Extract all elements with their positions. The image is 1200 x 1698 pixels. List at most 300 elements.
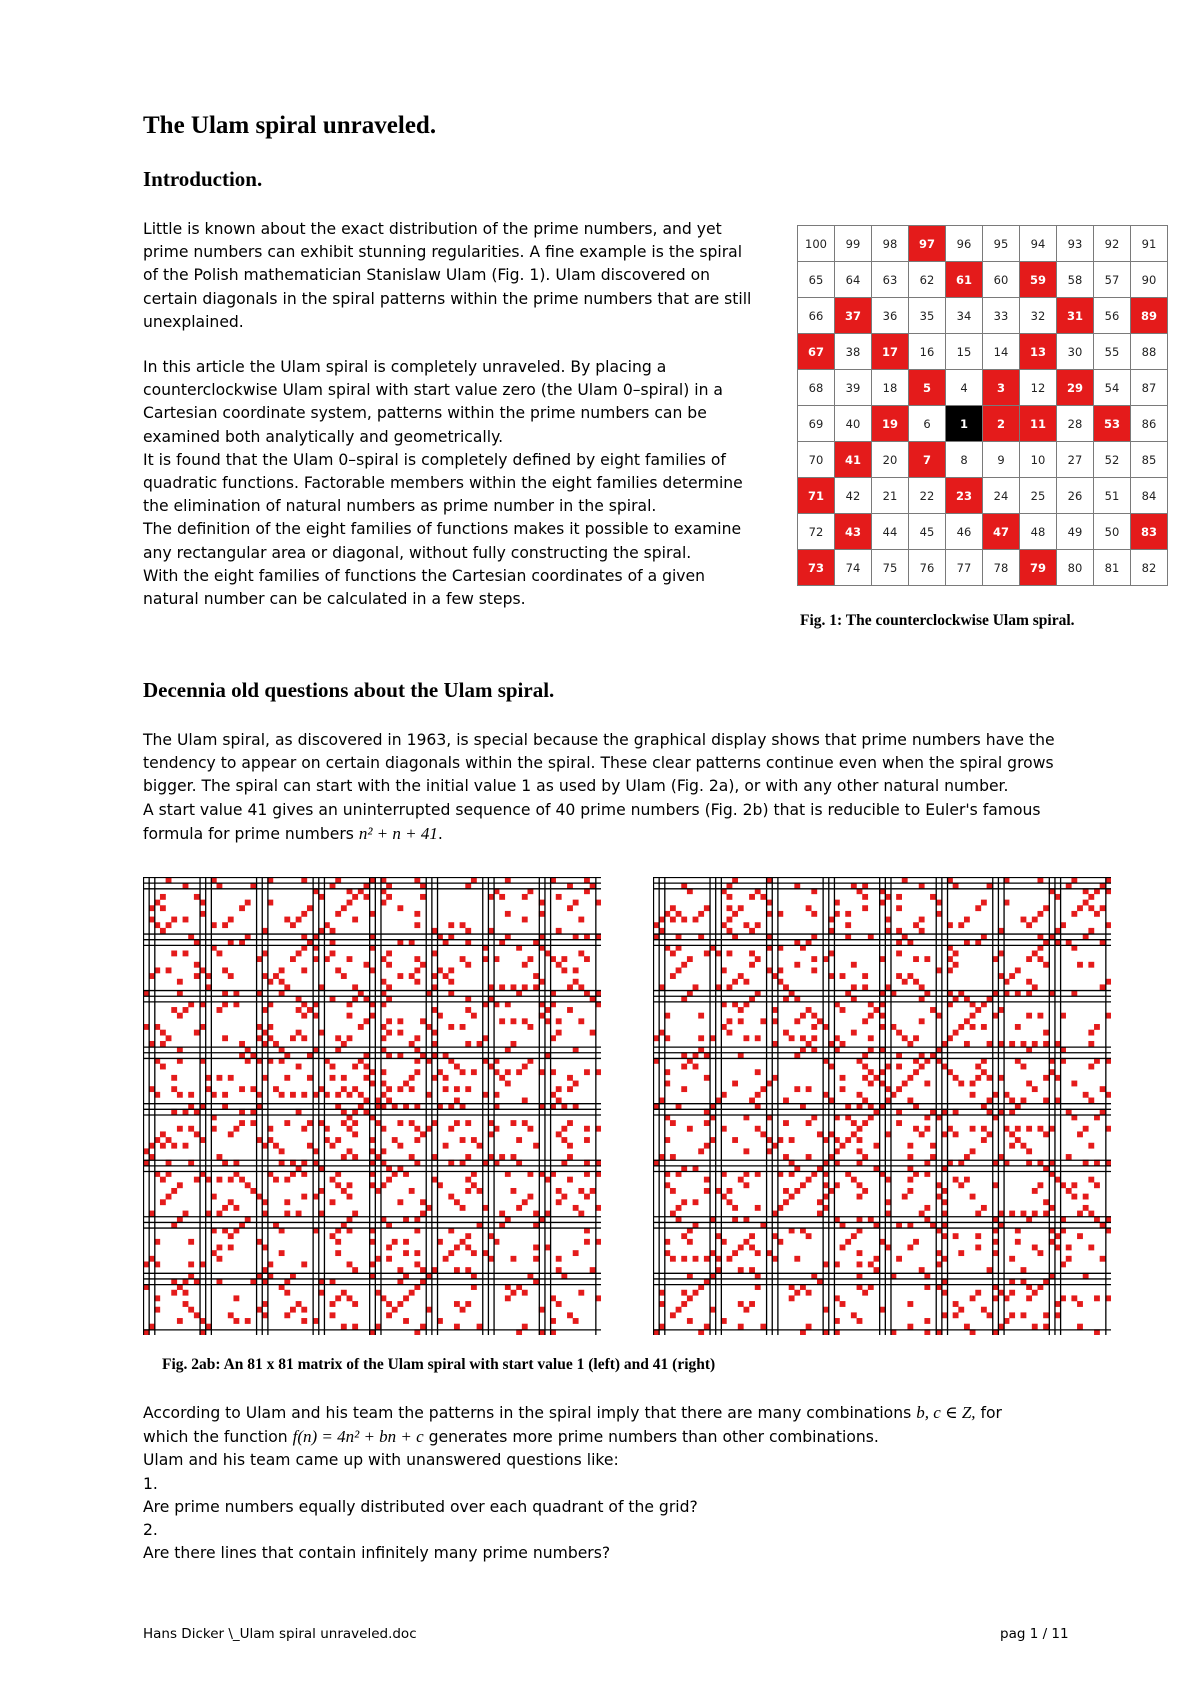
prime-dot xyxy=(970,1295,976,1301)
prime-dot xyxy=(477,1188,483,1194)
prime-dot xyxy=(1015,1024,1021,1030)
prime-dot xyxy=(783,1120,789,1126)
prime-dot xyxy=(330,1075,336,1081)
prime-dot xyxy=(567,1007,573,1013)
prime-dot xyxy=(1077,962,1083,968)
spiral-prime-cell: 3 xyxy=(983,370,1020,406)
prime-dot xyxy=(975,1290,981,1296)
prime-dot xyxy=(1071,911,1077,917)
prime-dot xyxy=(284,1211,290,1217)
prime-dot xyxy=(228,1245,234,1251)
prime-dot xyxy=(907,1177,913,1183)
page-title: The Ulam spiral unraveled. xyxy=(143,112,437,139)
spiral-cell: 60 xyxy=(983,262,1020,298)
prime-dot xyxy=(364,962,370,968)
after-line-1 xyxy=(143,1401,1002,1425)
prime-dot xyxy=(364,894,370,900)
prime-dot xyxy=(975,1245,981,1251)
prime-dot xyxy=(727,1188,733,1194)
spiral-cell: 96 xyxy=(946,226,983,262)
prime-dot xyxy=(987,1312,993,1318)
prime-dot xyxy=(806,1290,812,1296)
prime-dot xyxy=(352,1064,358,1070)
prime-dot xyxy=(397,905,403,911)
intro-p2-line: The definition of the eight families of functions makes it possible to examine xyxy=(143,520,742,539)
prime-dot xyxy=(1077,1233,1083,1239)
prime-dot xyxy=(273,1086,279,1092)
prime-dot xyxy=(573,979,579,985)
prime-dot xyxy=(857,1126,863,1132)
spiral-cell: 39 xyxy=(835,370,872,406)
after-line-2 xyxy=(143,1425,1002,1449)
prime-dot xyxy=(981,1024,987,1030)
prime-dot xyxy=(1083,900,1089,906)
spiral-center-cell: 1 xyxy=(946,406,983,442)
prime-dot xyxy=(670,951,676,957)
prime-dot xyxy=(687,1126,693,1132)
prime-dot xyxy=(749,951,755,957)
prime-dot xyxy=(166,1194,172,1200)
prime-dot xyxy=(420,962,426,968)
prime-dot xyxy=(522,894,528,900)
prime-dot xyxy=(1032,917,1038,923)
spiral-cell: 51 xyxy=(1094,478,1131,514)
prime-dot xyxy=(924,1126,930,1132)
prime-dot xyxy=(505,1081,511,1087)
prime-dot xyxy=(511,1256,517,1262)
spiral-cell: 66 xyxy=(798,298,835,334)
prime-dot xyxy=(347,1194,353,1200)
prime-dot xyxy=(397,1199,403,1205)
prime-dot xyxy=(1026,1126,1032,1132)
prime-dot xyxy=(676,967,682,973)
prime-dot xyxy=(975,1007,981,1013)
quadratic-formula: f(n) = 4n² + bn + c xyxy=(292,1427,424,1447)
prime-dot xyxy=(511,1188,517,1194)
prime-dot xyxy=(454,1098,460,1104)
prime-dot xyxy=(307,1143,313,1149)
formula-suffix: . xyxy=(437,824,443,843)
prime-dot xyxy=(556,1018,562,1024)
prime-dot xyxy=(840,1143,846,1149)
spiral-cell: 12 xyxy=(1020,370,1057,406)
prime-dot xyxy=(465,1188,471,1194)
prime-dot xyxy=(279,1250,285,1256)
prime-dot xyxy=(755,1092,761,1098)
prime-dot xyxy=(335,1239,341,1245)
prime-dot xyxy=(811,1013,817,1019)
intro-paragraph-1 xyxy=(143,218,751,334)
prime-dot xyxy=(183,1143,189,1149)
spiral-prime-cell: 79 xyxy=(1020,550,1057,586)
prime-dot xyxy=(1026,1013,1032,1019)
prime-dot xyxy=(981,1126,987,1132)
prime-dot xyxy=(981,1069,987,1075)
prime-dot xyxy=(806,1324,812,1330)
prime-dot xyxy=(516,1069,522,1075)
prime-dot xyxy=(919,917,925,923)
after-line-1-text: According to Ulam and his team the patterns in the spiral imply that there are many combinations xyxy=(143,1404,917,1422)
prime-dot xyxy=(454,1245,460,1251)
prime-dot xyxy=(397,1120,403,1126)
prime-dot xyxy=(183,1007,189,1013)
prime-dot xyxy=(953,1131,959,1137)
prime-dot xyxy=(958,1024,964,1030)
prime-dot xyxy=(732,1081,738,1087)
prime-dot xyxy=(228,1199,234,1205)
prime-dot xyxy=(414,1035,420,1041)
prime-dot xyxy=(806,1177,812,1183)
prime-dot xyxy=(584,1126,590,1132)
prime-dot xyxy=(222,1092,228,1098)
prime-dot xyxy=(347,1035,353,1041)
prime-dot xyxy=(347,1182,353,1188)
spiral-row xyxy=(798,442,1168,478)
prime-dot xyxy=(896,905,902,911)
prime-dot xyxy=(1021,1143,1027,1149)
after-paragraph xyxy=(143,1401,1002,1565)
spiral-prime-cell: 37 xyxy=(835,298,872,334)
prime-dot xyxy=(868,1035,874,1041)
prime-dot xyxy=(522,1290,528,1296)
prime-dot xyxy=(964,917,970,923)
prime-dot xyxy=(414,1126,420,1132)
prime-dot xyxy=(460,1024,466,1030)
prime-dot xyxy=(279,979,285,985)
prime-dot xyxy=(1071,1081,1077,1087)
prime-dot xyxy=(789,1035,795,1041)
prime-dot xyxy=(499,1211,505,1217)
prime-dot xyxy=(681,1233,687,1239)
prime-dot xyxy=(567,1075,573,1081)
prime-dot xyxy=(1094,911,1100,917)
prime-dot xyxy=(171,1290,177,1296)
prime-dot xyxy=(420,1199,426,1205)
prime-dot xyxy=(505,911,511,917)
prime-dot xyxy=(160,928,166,934)
prime-dot xyxy=(687,956,693,962)
prime-dot xyxy=(727,984,733,990)
prime-dot xyxy=(727,917,733,923)
prime-dot xyxy=(279,967,285,973)
prime-dot xyxy=(448,967,454,973)
prime-dot xyxy=(403,1295,409,1301)
footer-filename: Hans Dicker \_Ulam spiral unraveled.doc xyxy=(143,1626,417,1642)
prime-dot xyxy=(975,905,981,911)
prime-dot xyxy=(177,1092,183,1098)
prime-dot xyxy=(460,1069,466,1075)
prime-dot xyxy=(913,1126,919,1132)
prime-dot xyxy=(233,1205,239,1211)
prime-dot xyxy=(465,1245,471,1251)
prime-dot xyxy=(924,1205,930,1211)
spiral-prime-cell: 43 xyxy=(835,514,872,550)
prime-dot xyxy=(693,1199,699,1205)
prime-dot xyxy=(913,1069,919,1075)
prime-dot xyxy=(964,1177,970,1183)
prime-dot xyxy=(296,1064,302,1070)
prime-dot xyxy=(448,1194,454,1200)
prime-dot xyxy=(1032,1245,1038,1251)
prime-dot xyxy=(330,928,336,934)
prime-dot xyxy=(330,951,336,957)
prime-dot xyxy=(800,1182,806,1188)
prime-dot xyxy=(840,1007,846,1013)
prime-dot xyxy=(183,1301,189,1307)
prime-dot xyxy=(727,1030,733,1036)
prime-dot xyxy=(511,984,517,990)
spiral-cell: 76 xyxy=(909,550,946,586)
after-line-1-suffix: for xyxy=(975,1404,1002,1422)
prime-dot xyxy=(874,1075,880,1081)
prime-dot xyxy=(970,1013,976,1019)
prime-dot xyxy=(590,1188,596,1194)
prime-dot xyxy=(499,1018,505,1024)
prime-dot xyxy=(687,1239,693,1245)
prime-dot xyxy=(578,1188,584,1194)
prime-dot xyxy=(970,1092,976,1098)
prime-dot xyxy=(896,894,902,900)
prime-dot xyxy=(160,1199,166,1205)
prime-dot xyxy=(499,894,505,900)
prime-dot xyxy=(217,1256,223,1262)
prime-dot xyxy=(341,1075,347,1081)
prime-dot xyxy=(567,905,573,911)
prime-dot xyxy=(160,1064,166,1070)
prime-dot xyxy=(1043,1098,1049,1104)
prime-dot xyxy=(273,973,279,979)
prime-dot xyxy=(578,951,584,957)
prime-dot xyxy=(727,894,733,900)
prime-dot xyxy=(806,1086,812,1092)
prime-dot xyxy=(284,1290,290,1296)
prime-dot xyxy=(874,1267,880,1273)
prime-dot xyxy=(783,1098,789,1104)
prime-dot xyxy=(307,1007,313,1013)
prime-dot xyxy=(567,1143,573,1149)
prime-dot xyxy=(924,956,930,962)
prime-dot xyxy=(335,1035,341,1041)
prime-dot xyxy=(284,984,290,990)
prime-dot xyxy=(862,1018,868,1024)
spiral-cell: 69 xyxy=(798,406,835,442)
prime-dot xyxy=(177,1013,183,1019)
prime-dot xyxy=(352,1120,358,1126)
spiral-cell: 36 xyxy=(872,298,909,334)
prime-dot xyxy=(738,1177,744,1183)
spiral-prime-cell: 5 xyxy=(909,370,946,406)
prime-dot xyxy=(1043,1131,1049,1137)
prime-dot xyxy=(1037,1250,1043,1256)
spiral-cell: 84 xyxy=(1131,478,1168,514)
prime-dot xyxy=(755,1069,761,1075)
prime-dot xyxy=(958,1182,964,1188)
prime-dot xyxy=(851,1131,857,1137)
prime-dot xyxy=(556,1086,562,1092)
prime-dot xyxy=(851,962,857,968)
prime-dot xyxy=(693,984,699,990)
spiral-cell: 77 xyxy=(946,550,983,586)
spiral-cell: 81 xyxy=(1094,550,1131,586)
prime-dot xyxy=(522,1324,528,1330)
prime-dot xyxy=(194,973,200,979)
prime-dot xyxy=(964,1324,970,1330)
prime-dot xyxy=(987,1098,993,1104)
prime-dot xyxy=(670,1120,676,1126)
prime-dot xyxy=(862,1120,868,1126)
prime-dot xyxy=(273,1143,279,1149)
prime-dot xyxy=(471,1250,477,1256)
footer-page-number: pag 1 / 11 xyxy=(1000,1626,1069,1642)
spiral-cell: 18 xyxy=(872,370,909,406)
prime-dot xyxy=(1015,1239,1021,1245)
prime-dot xyxy=(1043,1324,1049,1330)
prime-dot xyxy=(981,1307,987,1313)
prime-dot xyxy=(352,1131,358,1137)
prime-dot xyxy=(794,1018,800,1024)
prime-dot xyxy=(296,917,302,923)
prime-dot xyxy=(743,979,749,985)
prime-dot xyxy=(499,1154,505,1160)
prime-dot xyxy=(806,1233,812,1239)
prime-dot xyxy=(465,1120,471,1126)
prime-dot xyxy=(1032,984,1038,990)
prime-dot xyxy=(1037,1126,1043,1132)
prime-dot xyxy=(862,1188,868,1194)
after-line-3: Ulam and his team came up with unanswered questions like: xyxy=(143,1451,619,1470)
prime-dot xyxy=(817,1199,823,1205)
prime-dot xyxy=(1043,1312,1049,1318)
prime-dot xyxy=(245,900,251,906)
prime-dot xyxy=(1032,1041,1038,1047)
spiral-cell: 64 xyxy=(835,262,872,298)
prime-dot xyxy=(511,1041,517,1047)
prime-dot xyxy=(296,1030,302,1036)
prime-dot xyxy=(335,1295,341,1301)
prime-dot xyxy=(738,905,744,911)
spiral-prime-cell: 83 xyxy=(1131,514,1168,550)
prime-dot xyxy=(409,1120,415,1126)
prime-dot xyxy=(1037,911,1043,917)
spiral-cell: 15 xyxy=(946,334,983,370)
prime-dot xyxy=(386,1018,392,1024)
spiral-cell: 100 xyxy=(798,226,835,262)
prime-dot xyxy=(533,973,539,979)
spiral-cell: 82 xyxy=(1131,550,1168,586)
prime-dot xyxy=(681,1199,687,1205)
prime-dot xyxy=(1009,1312,1015,1318)
spiral-prime-cell: 2 xyxy=(983,406,1020,442)
prime-dot xyxy=(693,917,699,923)
prime-dot xyxy=(975,1211,981,1217)
prime-dot xyxy=(800,1013,806,1019)
prime-dot xyxy=(1094,1295,1100,1301)
prime-dot xyxy=(522,1018,528,1024)
prime-dot xyxy=(1066,1154,1072,1160)
prime-dot xyxy=(341,1290,347,1296)
prime-dot xyxy=(420,894,426,900)
prime-dot xyxy=(171,1143,177,1149)
prime-dot xyxy=(676,1307,682,1313)
prime-dot xyxy=(1043,1075,1049,1081)
prime-dot xyxy=(919,984,925,990)
prime-dot xyxy=(693,1290,699,1296)
prime-dot xyxy=(806,1041,812,1047)
prime-dot xyxy=(397,973,403,979)
bc-set-math: b, c ∈ Z, xyxy=(916,1403,976,1422)
prime-dot xyxy=(919,1064,925,1070)
prime-dot xyxy=(727,1018,733,1024)
prime-dot xyxy=(177,1318,183,1324)
prime-dot xyxy=(527,1024,533,1030)
prime-dot xyxy=(341,973,347,979)
prime-dot xyxy=(392,1137,398,1143)
prime-dot xyxy=(160,1041,166,1047)
prime-dot xyxy=(177,1182,183,1188)
prime-dot xyxy=(1088,962,1094,968)
prime-dot xyxy=(981,1137,987,1143)
spiral-prime-cell: 19 xyxy=(872,406,909,442)
prime-dot xyxy=(556,962,562,968)
spiral-cell: 72 xyxy=(798,514,835,550)
prime-dot xyxy=(1077,1211,1083,1217)
spiral-cell: 98 xyxy=(872,226,909,262)
prime-dot xyxy=(561,1137,567,1143)
prime-dot xyxy=(511,1120,517,1126)
spiral-cell: 78 xyxy=(983,550,1020,586)
prime-dot xyxy=(851,1233,857,1239)
prime-dot xyxy=(1009,1143,1015,1149)
prime-dot xyxy=(783,1199,789,1205)
spiral-cell: 4 xyxy=(946,370,983,406)
prime-dot xyxy=(743,1148,749,1154)
prime-dot xyxy=(516,1205,522,1211)
prime-dot xyxy=(330,1199,336,1205)
prime-dot xyxy=(347,1261,353,1267)
prime-dot xyxy=(301,1261,307,1267)
prime-dot xyxy=(704,1120,710,1126)
prime-dot xyxy=(454,1267,460,1273)
intro-p2-line: With the eight families of functions the Cartesian coordinates of a given xyxy=(143,566,706,585)
prime-dot xyxy=(1032,1324,1038,1330)
prime-dot xyxy=(578,1290,584,1296)
prime-dot xyxy=(352,1324,358,1330)
spiral-cell: 16 xyxy=(909,334,946,370)
prime-dot xyxy=(1083,1092,1089,1098)
prime-dot xyxy=(1032,1290,1038,1296)
spiral-prime-cell: 59 xyxy=(1020,262,1057,298)
prime-dot xyxy=(953,1177,959,1183)
spiral-cell: 25 xyxy=(1020,478,1057,514)
prime-dot xyxy=(896,928,902,934)
prime-dot xyxy=(1100,1256,1106,1262)
prime-dot xyxy=(862,1064,868,1070)
prime-dot xyxy=(454,1301,460,1307)
prime-dot xyxy=(704,1188,710,1194)
prime-dot xyxy=(301,1318,307,1324)
prime-dot xyxy=(811,911,817,917)
prime-dot xyxy=(194,1131,200,1137)
prime-dot xyxy=(953,1075,959,1081)
prime-dot xyxy=(556,1188,562,1194)
prime-dot xyxy=(465,1007,471,1013)
prime-dot xyxy=(806,1007,812,1013)
spiral-cell: 55 xyxy=(1094,334,1131,370)
prime-dot xyxy=(896,1120,902,1126)
prime-dot xyxy=(755,1126,761,1132)
prime-dot xyxy=(749,894,755,900)
prime-dot xyxy=(930,1007,936,1013)
